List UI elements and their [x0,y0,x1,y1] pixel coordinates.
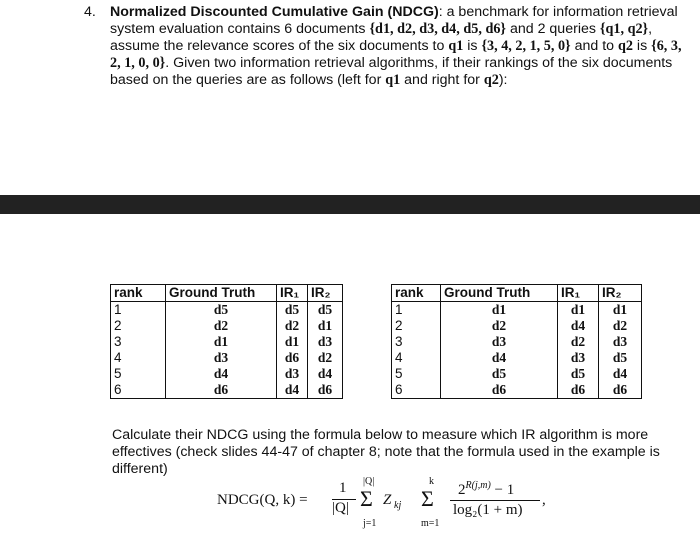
table-row [111,382,343,399]
ir1-cell: d6 [277,350,308,366]
q1-scores: {3, 4, 2, 1, 5, 0} [481,38,571,54]
question-text: Normalized Discounted Cumulative Gain (NDCG): a benchmark for information retrieval system evaluation contains 6 documents {d1, d2, d3, d4, d5, d6} and 2 queries {q1, q2}, assume the relevance scores of the six documents to q1 is {3, 4, 2, 1, 5, 0} and to q2 is {6, 3, 2, 1, 0, 0}. Given two information retrieval algorithms, if their rankings of the six documents based on the queries are as follows (left for q1 and right for q2): [110,4,682,88]
table-row [111,302,343,319]
rank-cell: 2 [392,318,441,334]
ir1-cell: d3 [558,350,599,366]
rank-cell: 1 [392,302,441,319]
rank-cell: 2 [111,318,166,334]
rank-cell: 4 [111,350,166,366]
col-ir2: IR₂ [308,285,343,302]
col-rank: rank [392,285,441,302]
fraction-line [450,500,540,501]
table-row [392,302,642,319]
ir2-cell: d5 [599,350,642,366]
formula-lhs: NDCG(Q, k) = [217,492,308,508]
col-ir1: IR₁ [558,285,599,302]
table-row [111,350,343,366]
ir1-cell: d6 [558,382,599,399]
instruction-text: Calculate their NDCG using the formula below to measure which IR algorithm is more effectives (check slides 44-47 of chapter 8; note that the formula used in the example is different) [112,427,660,477]
ir2-cell: d6 [308,382,343,399]
ranking-table-q1 [110,284,343,399]
ground-truth-cell: d3 [441,334,558,350]
ground-truth-cell: d3 [166,350,277,366]
ground-truth-cell: d5 [166,302,277,319]
ground-truth-cell: d2 [166,318,277,334]
table-row [392,334,642,350]
question-number: 4. [84,4,96,20]
ir2-cell: d3 [308,334,343,350]
sum-sign: Σ [421,486,434,511]
rank-cell: 1 [111,302,166,319]
ground-truth-cell: d6 [166,382,277,399]
queries-set: {q1, q2} [599,21,649,37]
col-ir1: IR₁ [277,285,308,302]
ir1-cell: d5 [277,302,308,319]
q2-scores: {6, 3, 2, 1, 0, 0} [110,38,682,71]
table-row [111,334,343,350]
question-title: Normalized Discounted Cumulative Gain (NDCG) [110,4,439,20]
ir1-cell: d2 [558,334,599,350]
col-ground-truth: Ground Truth [441,285,558,302]
ir2-cell: d6 [599,382,642,399]
ground-truth-cell: d4 [441,350,558,366]
ndcg-formula: NDCG(Q, k) = 1 |Q| |Q| Σ j=1 Z kj k Σ m=1 $2^{R(j,m)} - 1$ log₂(1 + m) , [217,476,546,529]
table-row [392,366,642,382]
rank-cell: 6 [392,382,441,399]
ir1-cell: d5 [558,366,599,382]
ir2-cell: d5 [308,302,343,319]
ground-truth-cell: d2 [441,318,558,334]
ir2-cell: d1 [308,318,343,334]
ir2-cell: d3 [599,334,642,350]
rank-cell: 3 [111,334,166,350]
ir2-cell: d2 [308,350,343,366]
sum-sign: Σ [360,486,373,511]
ground-truth-cell: d1 [166,334,277,350]
rank-cell: 5 [111,366,166,382]
table-row [111,366,343,382]
ir1-cell: d4 [558,318,599,334]
rank-cell: 4 [392,350,441,366]
rank-cell: 3 [392,334,441,350]
divider-bar [0,195,700,214]
ir2-cell: d2 [599,318,642,334]
ir1-cell: d1 [558,302,599,319]
ir1-cell: d1 [277,334,308,350]
docs-set: {d1, d2, d3, d4, d5, d6} [369,21,507,37]
rank-cell: 6 [111,382,166,399]
ir2-cell: d1 [599,302,642,319]
table-row [392,382,642,399]
ir2-cell: d4 [599,366,642,382]
question-block [84,4,684,89]
col-ground-truth: Ground Truth [166,285,277,302]
ranking-table-q2 [391,284,642,399]
ground-truth-cell: d4 [166,366,277,382]
col-rank: rank [111,285,166,302]
ir1-cell: d3 [277,366,308,382]
ground-truth-cell: d1 [441,302,558,319]
table-row [392,350,642,366]
ir1-cell: d4 [277,382,308,399]
ir2-cell: d4 [308,366,343,382]
col-ir2: IR₂ [599,285,642,302]
ir1-cell: d2 [277,318,308,334]
ground-truth-cell: d5 [441,366,558,382]
table-row [111,318,343,334]
table-row [392,318,642,334]
ground-truth-cell: d6 [441,382,558,399]
rank-cell: 5 [392,366,441,382]
